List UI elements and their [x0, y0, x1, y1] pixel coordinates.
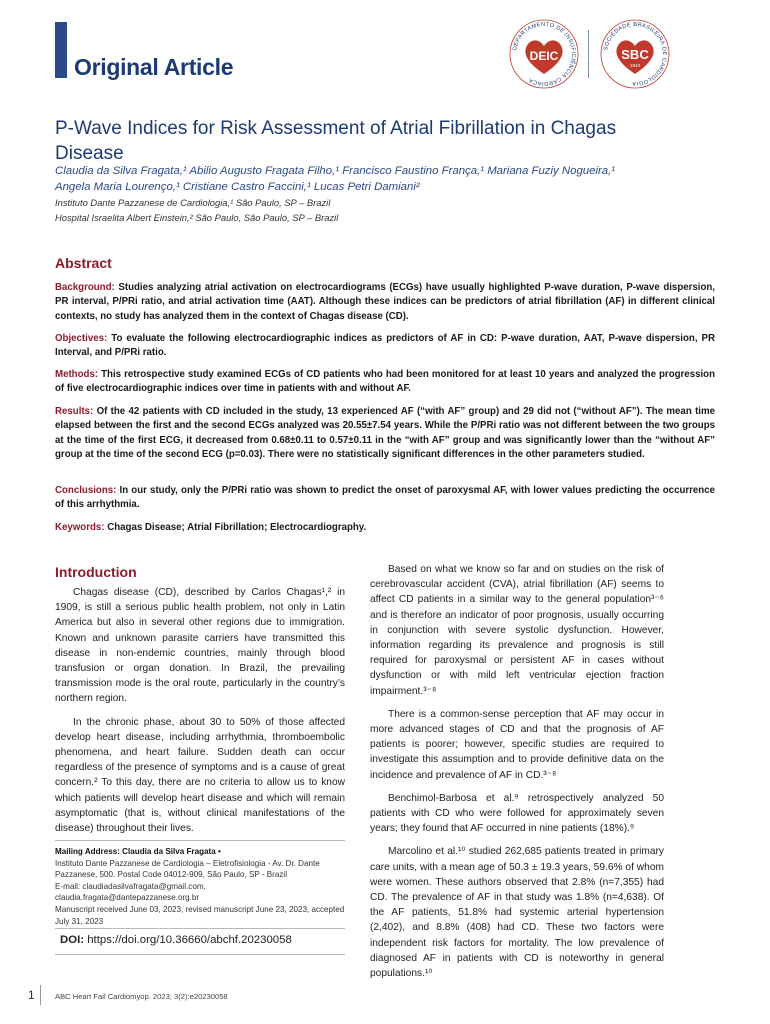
conclusions-label: Conclusions:	[55, 485, 117, 496]
abstract-keywords	[55, 521, 715, 535]
intro-paragraph-5: Benchimol-Barbosa et al.⁹ retrospectively analyzed 50 patients with CD who were followed for approximately seven years; they found that AF occurred in nine patients (18%).⁹	[370, 792, 664, 835]
abstract-background	[55, 281, 715, 324]
abstract-methods	[55, 368, 715, 397]
objectives-text: To evaluate the following electrocardiographic indices as predictors of AF in CD: P-wave duration, AAT, P-wave dispersion, PR Interval, and P/PRi ratio.	[55, 333, 715, 359]
mailing-label: Mailing Address: Claudia da Silva Fragata •	[55, 847, 221, 856]
article-title-line1: P-Wave Indices for Risk Assessment of Atrial Fibrillation in Chagas	[55, 118, 617, 139]
article-title-line2: Disease	[55, 143, 124, 164]
intro-paragraph-1: Chagas disease (CD), described by Carlos Chagas¹,² in 1909, is still a serious public health problem, not only in Latin America but also in several other regions due to immigration. Known and unknown parasite carriers have transmitted this disease in non-endemic countries, mainly through blood transfusion or organ donation. In Brazil, the prevailing transmission mode is the oral route, particularly in the country’s northern region.	[55, 587, 345, 705]
authors-line2: Angela Maria Lourenço,¹ Cristiane Castro Faccini,¹ Lucas Petri Damiani²	[55, 181, 420, 193]
doi-label: DOI:	[60, 934, 85, 946]
article-title	[55, 116, 665, 166]
abstract-conclusions	[55, 484, 715, 513]
doi-divider	[55, 928, 345, 929]
introduction-heading: Introduction	[55, 564, 137, 580]
sbc-ring-text: SOCIEDADE BRASILEIRA DE CARDIOLOGIA	[603, 21, 668, 87]
authors-line1: Claudia da Silva Fragata,¹ Abilio Augusto Fragata Filho,¹ Francisco Faustino França,¹ Mariana Fuziy Nogueira,¹	[55, 165, 616, 177]
methods-text: This retrospective study examined ECGs of CD patients who had been monitored for at least 10 years and analyzed the progression of five electrocardiographic indices over time in patients with and without AF.	[55, 369, 715, 395]
background-text: Studies analyzing atrial activation on electrocardiograms (ECGs) have usually highlighted P-wave duration, P-wave dispersion, PR interval, P/PRi ratio, and atrial activation time (AAT). Although these indices can be predictors of atrial fibrillation (AF) in different clinical contexts, no study has analyzed them in the context of Chagas disease (CD).	[55, 282, 715, 322]
header-accent-bar	[55, 22, 67, 78]
keywords-label: Keywords:	[55, 522, 105, 533]
deic-ring-text: DEPARTAMENTO DE INSUFICIÊNCIA CARDÍACA	[512, 21, 577, 87]
affiliation-2: Hospital Israelita Albert Einstein,² São Paulo, São Paulo, SP – Brazil	[55, 211, 339, 223]
author-list	[55, 163, 695, 195]
sbc-logo	[597, 16, 673, 92]
abstract-results	[55, 405, 715, 463]
abstract-objectives	[55, 332, 715, 361]
results-text: Of the 42 patients with CD included in the study, 13 experienced AF (“with AF” group) and 29 did not (“without AF”). The mean time elapsed between the first and the second ECGs analyzed was 20.55±7.54 years. While the P/PRi ratio was not different between the two groups at the time of the first ECG, it decreased from 0.68±0.11 to 0.57±0.11 in the “with AF” group and was significantly lower than the “without AF” group at the time of the second ECG (p=0.03). There were no statistically significant differences in the other parameters studied.	[55, 406, 715, 461]
doi-link[interactable]: https://doi.org/10.36660/abchf.20230058	[87, 934, 292, 946]
doi-divider-bottom	[55, 954, 345, 955]
background-label: Background:	[55, 282, 115, 293]
intro-paragraph-6: Marcolino et al.¹⁰ studied 262,685 patients treated in primary care units, with a mean age of 50.3 ± 19.3 years, 59.6% of whom were women. These authors observed that 2.8% (n=7,355) had CD. The prevalence of AF in that study was 1.8% (n=4,638). Of the AF patients, 51.8% had systemic arterial hypertension (2,402), and 8.8% (408) had CD. These two factors were independent risk factors for mortality. The low prevalence of diagnosed AF in patients with CD is noteworthy in general populations.¹⁰	[370, 846, 664, 980]
left-column	[55, 585, 345, 844]
article-type-label: Original Article	[74, 54, 234, 80]
sbc-year: 1943	[629, 63, 641, 68]
intro-paragraph-3: Based on what we know so far and on studies on the risk of cerebrovascular accident (CVA), atrial fibrillation (AF) seems to affect CD patients in a similar way to the general population³⁻⁶ and is therefore an indicator of poor prognosis, usually occurring in conjunction with severe systolic dysfunction. However, information regarding its prevalence and prognosis is still required for paroxysmal or persistent AF in cases without dysfunction or with mild left ventricular ejection fraction impairment.³⁻⁸	[370, 564, 664, 697]
footer-divider	[40, 985, 41, 1005]
mailing-email: E-mail: claudiadasilvafragata@gmail.com, claudia.fragata@dantepazzanese.org.br	[55, 881, 206, 903]
mailing-dates: Manuscript received June 03, 2023, revised manuscript June 23, 2023, accepted July 31, 2023	[55, 904, 345, 926]
abstract-heading: Abstract	[55, 255, 112, 271]
mailing-divider	[55, 840, 345, 841]
affiliation-1: Instituto Dante Pazzanese de Cardiologia,¹ São Paulo, SP – Brazil	[55, 197, 331, 208]
keywords-text: Chagas Disease; Atrial Fibrillation; Electrocardiography.	[107, 522, 367, 533]
deic-abbr: DEIC	[529, 49, 559, 63]
footer-citation: ABC Heart Fail Cardiomyop. 2023; 3(2):e20230058	[55, 992, 228, 1001]
affiliations	[55, 196, 695, 225]
mailing-address	[55, 846, 345, 927]
sbc-abbr: SBC	[621, 47, 649, 62]
methods-label: Methods:	[55, 369, 99, 380]
doi-line	[60, 934, 292, 946]
intro-paragraph-2: In the chronic phase, about 30 to 50% of those affected develop heart disease, including arrhythmia, thromboembolic phenomena, and heart failure. Sudden death can occur regardless of the presence of symptoms and is a cause of great concern.² To this day, there are no criteria to allow us to know which patients will develop heart disease and which will remain asymptomatic (that is, without clinical manifestations of the disease) throughout their lives.	[55, 716, 345, 835]
right-column	[370, 562, 664, 989]
deic-logo	[506, 16, 582, 92]
conclusions-text: In our study, only the P/PRi ratio was shown to predict the onset of paroxysmal AF, with lower values predicting the occurrence of this arrhythmia.	[55, 485, 715, 511]
intro-paragraph-4: There is a common-sense perception that AF may occur in more advanced stages of CD and that the prognosis of AF patients is poorer; however, specific studies are required to investigate this assumption and to provide definitive data on the incidence and prevalence of AF in CD.³⁻⁸	[370, 708, 664, 781]
mailing-line1: Instituto Dante Pazzanese de Cardiologia – Eletrofisiologia - Av. Dr. Dante Pazzanese, 500. Postal Code 04012-909, São Paulo, SP - Brazil	[55, 858, 320, 880]
results-label: Results:	[55, 406, 94, 417]
page-number: 1	[28, 988, 35, 1002]
objectives-label: Objectives:	[55, 333, 108, 344]
logo-divider	[588, 30, 589, 78]
